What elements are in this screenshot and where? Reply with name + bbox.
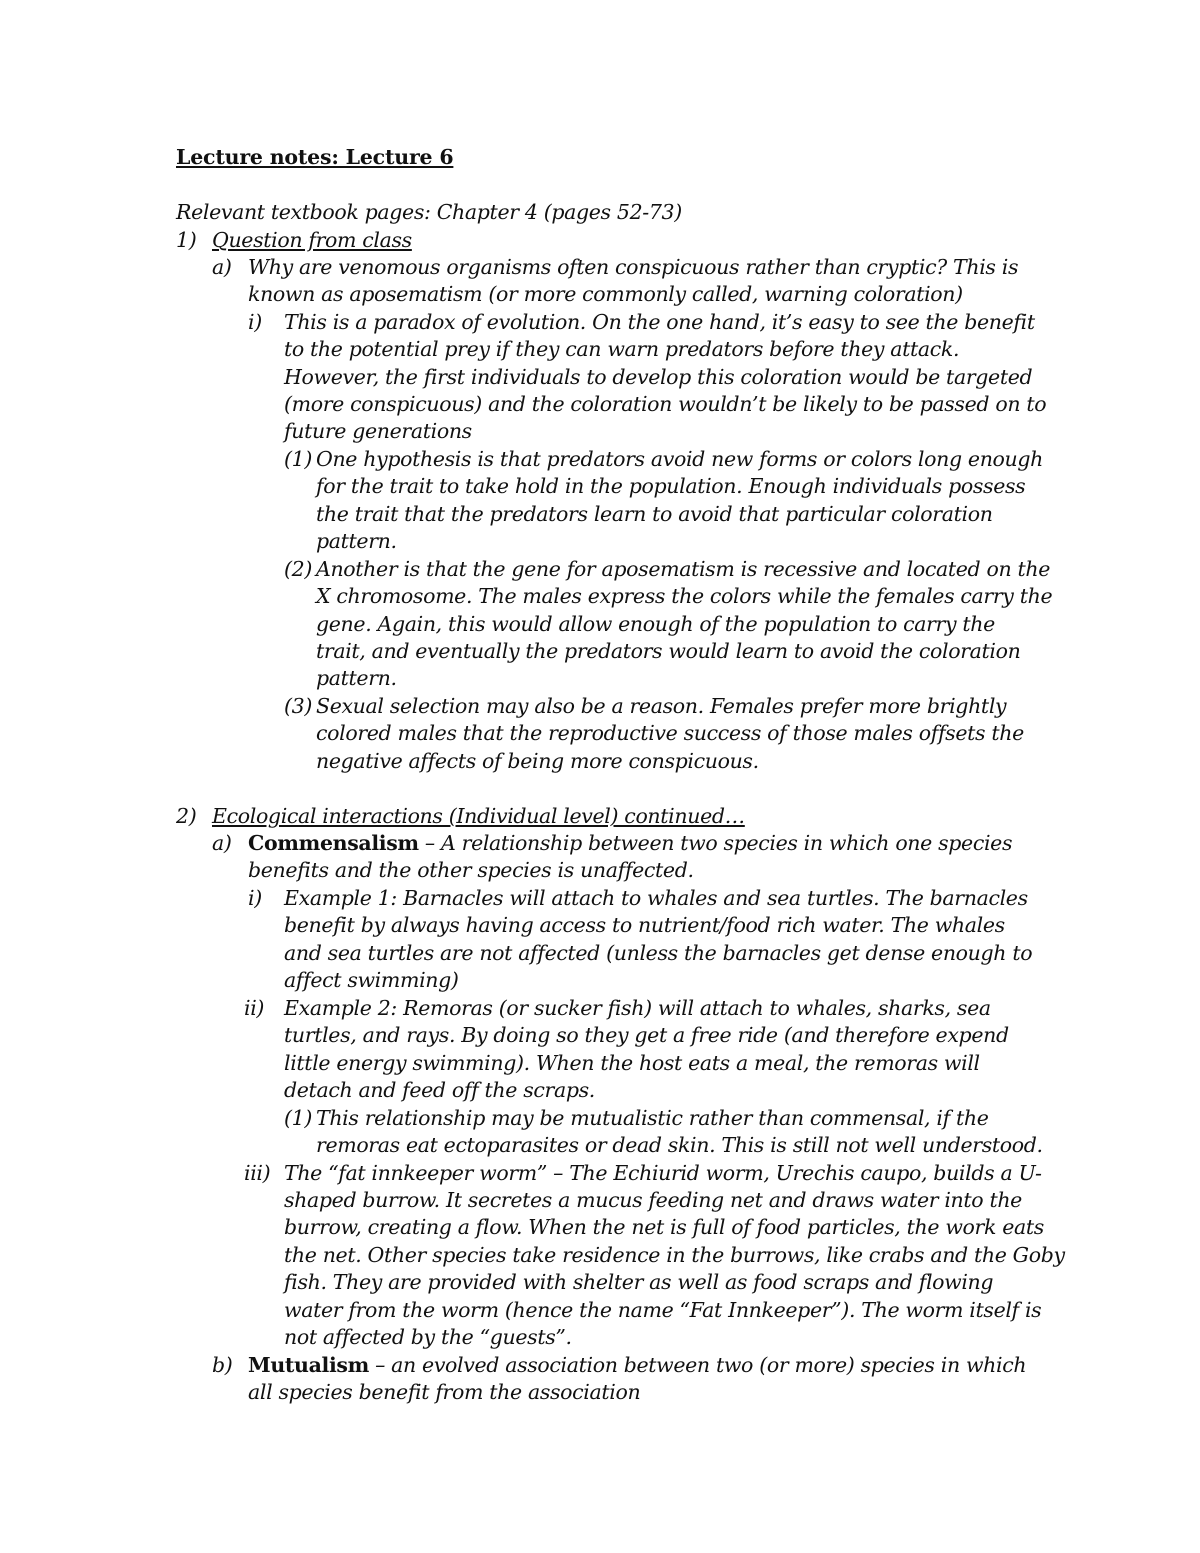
item-2b-definition (248, 1352, 1026, 1379)
commensalism-term: Commensalism (248, 831, 419, 855)
item-1a-i-1-line: the trait that the predators learn to avoid that particular coloration (316, 502, 993, 526)
item-2a-ii-line: little energy swimming). When the host eats a meal, the remoras will (284, 1051, 980, 1075)
item-1a-i-2-line: X chromosome. The males express the colors while the females carry the (316, 584, 1053, 608)
item-2a-iii-line: shaped burrow. It secretes a mucus feeding net and draws water into the (284, 1188, 1022, 1212)
item-2a-ii-label: ii) (244, 996, 265, 1020)
item-2a-ii-line: turtles, and rays. By doing so they get a free ride (and therefore expend (284, 1023, 1009, 1047)
item-1a-i-label: i) (248, 310, 262, 334)
item-2a-i-line: Example 1: Barnacles will attach to whales and sea turtles. The barnacles (284, 886, 1028, 910)
item-1a-i-1-label: (1) (284, 447, 312, 471)
item-2a-iii-line: not affected by the “guests”. (284, 1325, 572, 1349)
item-1a-i-3-line: Sexual selection may also be a reason. Females prefer more brightly (316, 694, 1007, 718)
item-1a-i-2-line: Another is that the gene for aposematism is recessive and located on the (316, 557, 1051, 581)
item-2a-ii-1-line: This relationship may be mutualistic rather than commensal, if the (316, 1106, 989, 1130)
section-1-heading: Question from class (212, 228, 412, 252)
mutualism-definition: – an evolved association between two (or more) species in which (368, 1353, 1027, 1377)
section-2-heading: Ecological interactions (Individual level) continued… (212, 804, 745, 828)
item-1a-i-line: However, the first individuals to develop this coloration would be targeted (284, 365, 1033, 389)
item-2a-label: a) (212, 831, 232, 855)
item-2a-ii-1-label: (1) (284, 1106, 312, 1130)
item-2a-iii-label: iii) (244, 1161, 271, 1185)
item-1a-i-1-line: One hypothesis is that predators avoid new forms or colors long enough (316, 447, 1044, 471)
item-1a-i-2-line: pattern. (316, 666, 397, 690)
section-2-number: 2) (176, 804, 197, 828)
item-2a-iii-line: the net. Other species take residence in the burrows, like crabs and the Goby (284, 1243, 1065, 1267)
item-1a-line: known as aposematism (or more commonly called, warning coloration) (248, 282, 963, 306)
item-2a-ii-line: Example 2: Remoras (or sucker fish) will attach to whales, sharks, sea (284, 996, 991, 1020)
item-1a-i-2-line: gene. Again, this would allow enough of the population to carry the (316, 612, 995, 636)
page-title: Lecture notes: Lecture 6 (176, 145, 454, 169)
item-2a-iii-line: water from the worm (hence the name “Fat Innkeeper”). The worm itself is (284, 1298, 1042, 1322)
item-2a-line: benefits and the other species is unaffected. (248, 858, 694, 882)
item-1a-i-2-label: (2) (284, 557, 312, 581)
item-1a-i-3-label: (3) (284, 694, 312, 718)
item-1a-i-3-line: colored males that the reproductive success of those males offsets the (316, 721, 1024, 745)
item-1a-i-line: future generations (284, 419, 472, 443)
item-2a-definition (248, 830, 1012, 857)
item-2a-iii-line: The “fat innkeeper worm” – The Echiurid worm, Urechis caupo, builds a U- (284, 1161, 1042, 1185)
item-2a-ii-1-line: remoras eat ectoparasites or dead skin. This is still not well understood. (316, 1133, 1043, 1157)
mutualism-term: Mutualism (248, 1353, 369, 1377)
item-2a-i-line: affect swimming) (284, 968, 459, 992)
item-1a-i-line: This is a paradox of evolution. On the one hand, it’s easy to see the benefit (284, 310, 1035, 334)
item-2b-line: all species benefit from the association (248, 1380, 641, 1404)
section-1-number: 1) (176, 228, 197, 252)
item-2a-iii-line: fish. They are provided with shelter as well as food scraps and flowing (284, 1270, 994, 1294)
item-1a-i-2-line: trait, and eventually the predators would learn to avoid the coloration (316, 639, 1021, 663)
item-1a-line: Why are venomous organisms often conspicuous rather than cryptic? This is (248, 255, 1019, 279)
item-2a-i-line: and sea turtles are not affected (unless the barnacles get dense enough to (284, 941, 1033, 965)
textbook-reference: Relevant textbook pages: Chapter 4 (pages 52-73) (176, 200, 682, 224)
item-2a-ii-line: detach and feed off the scraps. (284, 1078, 595, 1102)
item-1a-i-3-line: negative affects of being more conspicuous. (316, 749, 759, 773)
item-1a-i-1-line: for the trait to take hold in the population. Enough individuals possess (316, 474, 1026, 498)
item-1a-i-line: (more conspicuous) and the coloration wouldn’t be likely to be passed on to (284, 392, 1047, 416)
item-2b-label: b) (212, 1353, 233, 1377)
item-2a-i-line: benefit by always having access to nutrient/food rich water. The whales (284, 913, 1005, 937)
item-1a-i-1-line: pattern. (316, 529, 397, 553)
item-1a-label: a) (212, 255, 232, 279)
item-2a-iii-line: burrow, creating a flow. When the net is full of food particles, the work eats (284, 1215, 1044, 1239)
item-2a-i-label: i) (248, 886, 262, 910)
item-1a-i-line: to the potential prey if they can warn predators before they attack. (284, 337, 960, 361)
commensalism-definition: – A relationship between two species in which one species (418, 831, 1013, 855)
